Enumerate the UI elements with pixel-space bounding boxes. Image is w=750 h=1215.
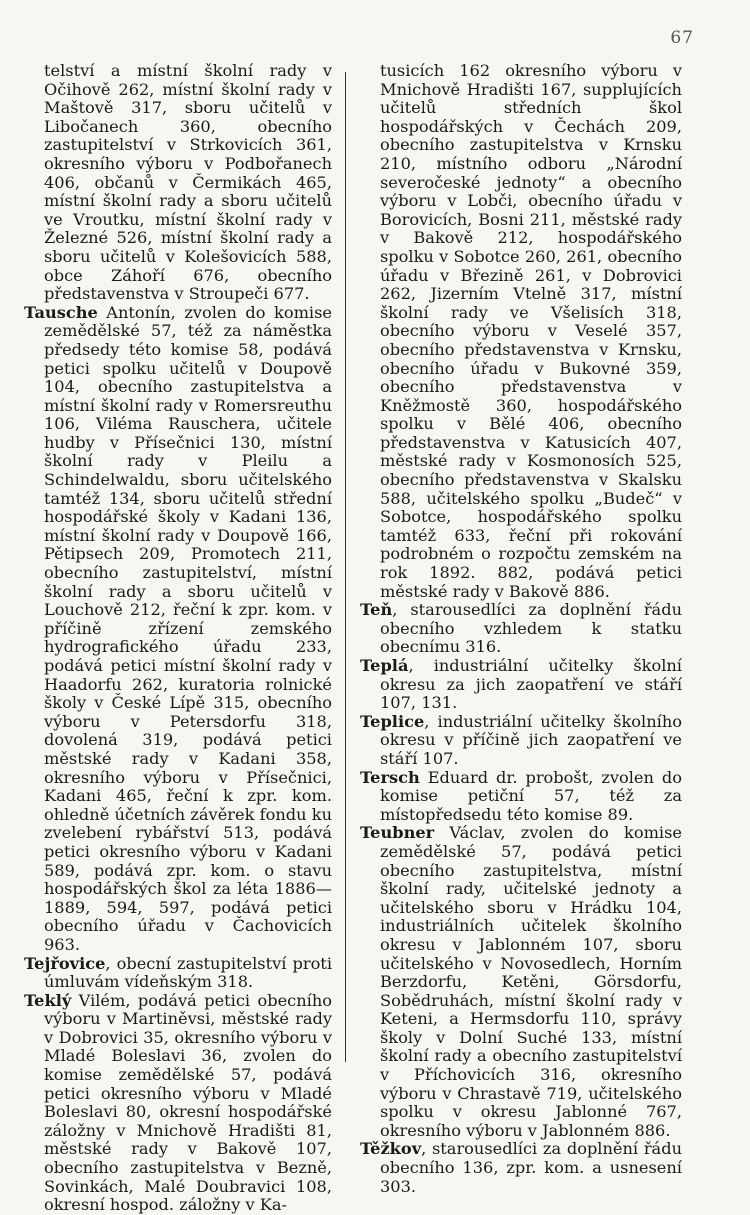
entry-headword: Tausche xyxy=(24,302,98,322)
entry-headword: Teplá xyxy=(360,656,409,675)
index-entry xyxy=(24,304,332,955)
entry-text: Eduard dr. probošt, zvolen do komise petiční 57, též za místopředsedu této komise 89. xyxy=(380,767,682,824)
index-entry xyxy=(360,713,682,769)
entry-text: , starousedlíci za doplnění řádu obecního 136, zpr. kom. a usnesení 303. xyxy=(380,1139,682,1196)
continued-entry-text: tusicích 162 okresního výboru v Mnichově Hradišti 167, supplujících učitelů středních škol hospodářských v Čechách 209, obecního zastupitelstva v Krnsku 210, místního odboru „Národní severočeské jednoty“ a obecního výboru v Lobči, obecního úřadu v Borovicích, Bosni 211, městské rady v Bakově 212, hospodářského spolku v Sobotce 260, 261, obecního úřadu v Březině 261, v Dobrovici 262, Jizerním Vtelně 317, místní školní rady ve Všelisích 318, obecního výboru v Veselé 357, obecního představenstva v Krnsku, obecního úřadu v Bukovné 359, obecního představenstva v Kněžmostě 360, hospodářského spolku v Bělé 406, obecního představenstva v Katusicích 407, městské rady v Kosmonosích 525, obecního představenstva v Skalsku 588, učitelského spolku „Budeč“ v Sobotce, hospodářského spolku tamtéž 633, řeční při rokování podrobném o rozpočtu zemském na rok 1892. 882, podává petici městské rady v Bakově 886. xyxy=(380,61,682,601)
entry-text: Vilém, podává petici obecního výboru v Martiněvsi, městské rady v Dobrovici 35, okresního výboru v Mladé Boleslavi 36, zvolen do komise zemědělské 57, podává petici okresního výboru v Mladé Boleslavi 80, okresní hospodářské záložny v Mnichově Hradišti 81, městské rady v Bakově 107, obecního zastupitelstva v Bezně, Sovinkách, Malé Doubravici 108, okresní hospod. záložny v Ka- xyxy=(44,990,332,1215)
entry-headword: Tejřovice xyxy=(24,953,106,973)
entry-headword: Teplice xyxy=(360,711,425,731)
left-column xyxy=(24,62,332,1215)
index-entry xyxy=(360,769,682,825)
continued-entry-text: telství a místní školní rady v Očihově 262, místní školní rady v Maštově 317, sboru učitelů v Libočanech 360, obecního zastupitelství v Strkovicích 361, okresního výboru v Podbořanech 406, občanů v Čermikách 465, místní školní rady a sboru učitelů ve Vroutku, místní školní rady v Železné 526, místní školní rady a sboru učitelů v Kolešovicích 588, obce Záhoří 676, obecního představenstva v Stroupeči 677. xyxy=(44,61,332,304)
column-divider xyxy=(345,72,346,1062)
entry-text: Antonín, zvolen do komise zemědělské 57, též za náměstka předsedy této komise 58, podává petici spolku učitelů v Doupově 104, obecního zastupitelstva a místní školní rady v Romersreuthu 106, Viléma Rauschera, učitele hudby v Přísečnici 130, místní školní rady v Pleilu a Schindelwaldu, sboru učitelského tamtéž 134, sboru učitelů střední hospodářské školy v Kadani 136, místní školní rady v Doupově 166, Pětipsech 209, Promotech 211, obecního zastupitelství, místní školní rady a sboru učitelů v Louchově 212, řeční k zpr. kom. v příčině zřízení zemského hydrografického úřadu 233, podává petici místní školní rady v Haadorfu 262, kuratoria rolnické školy v České Lípě 315, obecního výboru v Petersdorfu 318, dovolená 319, podává petici městské rady v Kadani 358, okresního výboru v Přísečnici, Kadani 465, řeční k zpr. kom. ohledně účetních závěrek fondu ku zvelebení rybářství 513, podává petici okresního výboru v Kadani 589, podává zpr. kom. o stavu hospodářských škol za léta 1886—1889, 594, 597, podává petici obecního úřadu v Čachovicích 963. xyxy=(44,302,332,954)
entry-headword: Tersch xyxy=(360,767,420,787)
entry-headword: Teubner xyxy=(360,823,435,843)
index-entry xyxy=(24,992,332,1215)
entry-headword: Těžkov xyxy=(360,1139,422,1159)
right-column xyxy=(360,62,682,1196)
entry-text: , starousedlíci za doplnění řádu obecního vzhledem k statku obecnímu 316. xyxy=(380,600,682,657)
index-entry xyxy=(360,601,682,657)
index-entry xyxy=(24,955,332,992)
entry-text: , industriální učitelky školního okresu v příčině jich zaopatření ve stáří 107. xyxy=(380,711,682,768)
entry-headword: Teň xyxy=(360,600,393,620)
entry-text: , industriální učitelky školní okresu za jich zaopatření ve stáří 107, 131. xyxy=(380,656,682,713)
entry-headword: Teklý xyxy=(24,990,72,1010)
index-entry xyxy=(360,1140,682,1196)
index-entry xyxy=(360,657,682,713)
entry-text: Václav, zvolen do komise zemědělské 57, podává petici obecního zastupitelstva, místní školní rady, učitelské jednoty a učitelského sboru v Hrádku 104, industriálních učitelek školního okresu v Jablonném 107, sboru učitelského v Novosedlech, Horním Berzdorfu, Ketěni, Görsdorfu, Sobědruhách, místní školní rady v Keteni, a Hermsdorfu 110, správy školy v Dolní Suché 133, místní školní rady a obecního zastupitelství v Příchovicích 316, okresního výboru v Chrastavě 719, učitelského spolku v okresu Jablonné 767, okresního výboru v Jablonném 886. xyxy=(380,823,682,1140)
page-number: 67 xyxy=(670,28,694,48)
entry-text: , obecní zastupitelství proti úmluvám vídeňským 318. xyxy=(44,953,332,992)
index-entry xyxy=(360,824,682,1140)
